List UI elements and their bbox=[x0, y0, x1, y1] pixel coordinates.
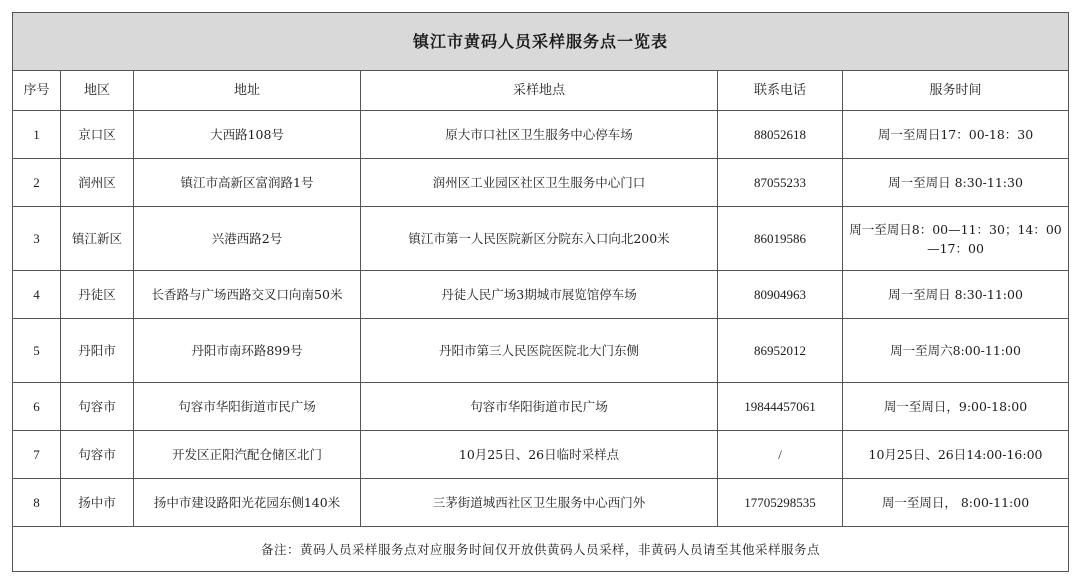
row-site: 丹徒人民广场3期城市展览馆停车场 bbox=[361, 271, 718, 319]
header-region: 地区 bbox=[61, 71, 134, 111]
row-address: 兴港西路2号 bbox=[134, 207, 361, 271]
row-site: 润州区工业园区社区卫生服务中心门口 bbox=[361, 159, 718, 207]
row-phone: 19844457061 bbox=[718, 383, 843, 431]
row-address: 大西路108号 bbox=[134, 111, 361, 159]
row-no: 7 bbox=[13, 431, 61, 479]
row-region: 镇江新区 bbox=[61, 207, 134, 271]
row-region: 丹阳市 bbox=[61, 319, 134, 383]
row-hours: 周一至周日，9:00-18:00 bbox=[843, 383, 1069, 431]
table-row bbox=[13, 479, 1069, 527]
header-no: 序号 bbox=[13, 71, 61, 111]
row-address: 开发区正阳汽配仓储区北门 bbox=[134, 431, 361, 479]
row-phone: 80904963 bbox=[718, 271, 843, 319]
row-hours: 周一至周日 8:30-11:30 bbox=[843, 159, 1069, 207]
table-row bbox=[13, 207, 1069, 271]
row-hours: 周一至周六8:00-11:00 bbox=[843, 319, 1069, 383]
row-hours: 周一至周日8：00—11：30；14：00—17：00 bbox=[843, 207, 1069, 271]
row-region: 丹徒区 bbox=[61, 271, 134, 319]
row-address: 丹阳市南环路899号 bbox=[134, 319, 361, 383]
row-no: 4 bbox=[13, 271, 61, 319]
table-row bbox=[13, 111, 1069, 159]
header-address: 地址 bbox=[134, 71, 361, 111]
row-no: 8 bbox=[13, 479, 61, 527]
row-region: 句容市 bbox=[61, 383, 134, 431]
row-address: 扬中市建设路阳光花园东侧140米 bbox=[134, 479, 361, 527]
row-phone: 86019586 bbox=[718, 207, 843, 271]
row-address: 句容市华阳街道市民广场 bbox=[134, 383, 361, 431]
row-region: 扬中市 bbox=[61, 479, 134, 527]
row-hours: 10月25日、26日14:00-16:00 bbox=[843, 431, 1069, 479]
row-site: 三茅街道城西社区卫生服务中心西门外 bbox=[361, 479, 718, 527]
table-row bbox=[13, 319, 1069, 383]
row-phone: / bbox=[718, 431, 843, 479]
row-hours: 周一至周日17：00-18：30 bbox=[843, 111, 1069, 159]
row-site: 原大市口社区卫生服务中心停车场 bbox=[361, 111, 718, 159]
row-no: 6 bbox=[13, 383, 61, 431]
table-row bbox=[13, 159, 1069, 207]
row-region: 润州区 bbox=[61, 159, 134, 207]
table-title: 镇江市黄码人员采样服务点一览表 bbox=[13, 13, 1069, 71]
row-address: 镇江市高新区富润路1号 bbox=[134, 159, 361, 207]
row-no: 2 bbox=[13, 159, 61, 207]
table-row bbox=[13, 431, 1069, 479]
row-no: 5 bbox=[13, 319, 61, 383]
row-site: 句容市华阳街道市民广场 bbox=[361, 383, 718, 431]
table-row bbox=[13, 271, 1069, 319]
header-site: 采样地点 bbox=[361, 71, 718, 111]
header-hours: 服务时间 bbox=[843, 71, 1069, 111]
table-row bbox=[13, 383, 1069, 431]
row-site: 镇江市第一人民医院新区分院东入口向北200米 bbox=[361, 207, 718, 271]
row-address: 长香路与广场西路交叉口向南50米 bbox=[134, 271, 361, 319]
header-phone: 联系电话 bbox=[718, 71, 843, 111]
row-no: 1 bbox=[13, 111, 61, 159]
row-no: 3 bbox=[13, 207, 61, 271]
row-hours: 周一至周日， 8:00-11:00 bbox=[843, 479, 1069, 527]
header-row bbox=[13, 71, 1069, 111]
row-phone: 88052618 bbox=[718, 111, 843, 159]
row-site: 10月25日、26日临时采样点 bbox=[361, 431, 718, 479]
row-hours: 周一至周日 8:30-11:00 bbox=[843, 271, 1069, 319]
row-region: 句容市 bbox=[61, 431, 134, 479]
row-phone: 87055233 bbox=[718, 159, 843, 207]
table-note: 备注：黄码人员采样服务点对应服务时间仅开放供黄码人员采样，非黄码人员请至其他采样服务点 bbox=[13, 527, 1069, 572]
row-phone: 86952012 bbox=[718, 319, 843, 383]
row-phone: 17705298535 bbox=[718, 479, 843, 527]
sampling-sites-table bbox=[12, 12, 1069, 572]
row-site: 丹阳市第三人民医院医院北大门东侧 bbox=[361, 319, 718, 383]
row-region: 京口区 bbox=[61, 111, 134, 159]
